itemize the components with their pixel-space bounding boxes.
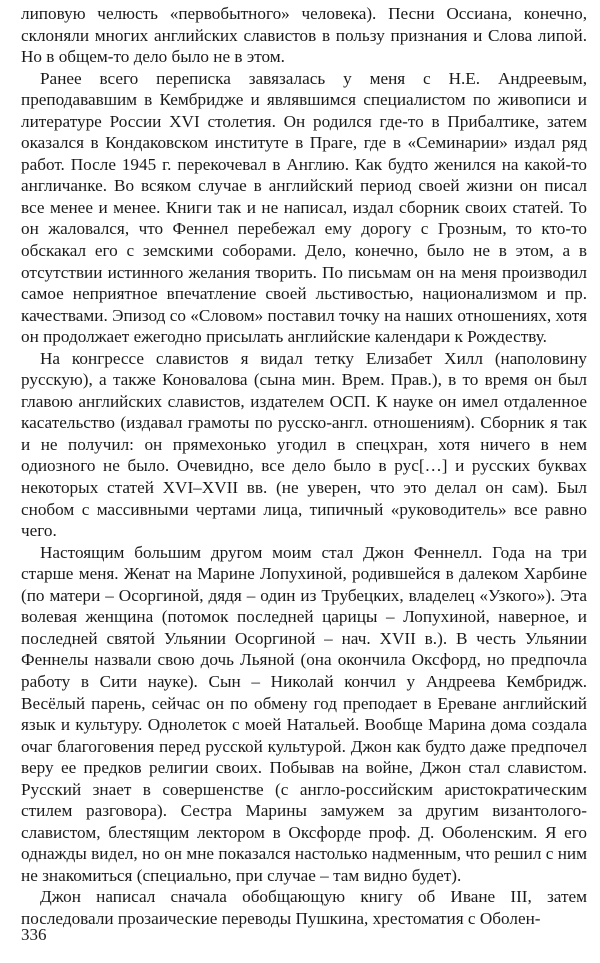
page-number: 336 [21,925,47,944]
paragraph-congress: На конгрессе славистов я видал тетку Елизабет Хилл (наполовину русскую), а также Коновалова (сына мин. Врем. Прав.), в то время он был главою английских славистов, издателем ОСП. К науке он имел отдаленное касательство (издавал грамоты по русско-англ. отношениям). Сборник я так и не получил: он прямехонько угодил в спецхран, хотя ничего в нем одиозного не было. Очевидно, все дело было в рус[…] и русских буквах некоторых статей XVI–XVII вв. (не уверен, что это делал он сам). Был снобом с массивными чертами лица, типичный «руководитель» все равно чего. [21,348,587,541]
paragraph-continuation: липовую челюсть «первобытного» человека). Песни Оссиана, конечно, склоняли многих английских славистов в пользу признания и Слова липой. Но в общем-то дело было не в этом. [21,4,587,67]
page-text-block [21,3,587,930]
paragraph-andreev: Ранее всего переписка завязалась у меня с Н.Е. Андреевым, преподававшим в Кембридже и являвшимся специалистом по живописи и литературе России XVI столетия. Он родился где-то в Прибалтике, затем оказался в Кондаковском институте в Праге, где в «Семинарии» издал ряд работ. После 1945 г. перекочевал в Англию. Как будто женился на какой-то англичанке. Во всяком случае в английский период своей жизни он писал все менее и менее. Книги так и не написал, издал сборник своих статей. То он жаловался, что Феннел перебежал ему дорогу с Грозным, то кто-то обскакал его с земскими соборами. Дело, конечно, было не в этом, а в отсутствии истинного желания творить. По письмам он на меня производил самое неприятное впечатление своей льстивостью, национализмом и пр. качествами. Эпизод со «Словом» поставил точку на наших отношениях, хотя он продолжает ежегодно присылать английские календари к Рождеству. [21,68,587,347]
paragraph-fennell: Настоящим большим другом моим стал Джон Феннелл. Года на три старше меня. Женат на Марине Лопухиной, родившейся в далеком Харбине (по матери – Осоргиной, дядя – один из Трубецких, владелец «Узкого»). Эта волевая женщина (потомок последней царицы – Лопухиной, наверное, и последней святой Ульянии Осоргиной – нач. XVII в.). В честь Ульянии Феннелы назвали свою дочь Льяной (она окончила Оксфорд, но предпочла работу в Сити науке). Сын – Николай кончил у Андреева Кембридж. Весёлый парень, сейчас он по обмену год преподает в Ереване английский язык и культуру. Однолеток с моей Натальей. Вообще Марина дома создала очаг благоговения перед русской культурой. Джон как будто даже предпочел веру ее предков религии своих. Побывав на войне, Джон стал славистом. Русский знает в совершенстве (с англо-российским аристократическим стилем разговора). Сестра Марины замужем за другим византолого-славистом, блестящим лектором в Оксфорде проф. Д. Оболенским. Я его однажды видел, но он мне показался настолько надменным, что решил с ним не знакомиться (специально, при случае – там видно будет). [21,542,587,885]
paragraph-fennell-books: Джон написал сначала обобщающую книгу об Иване III, затем последовали прозаические переводы Пушкина, хрестоматия с Оболен- [21,887,587,928]
